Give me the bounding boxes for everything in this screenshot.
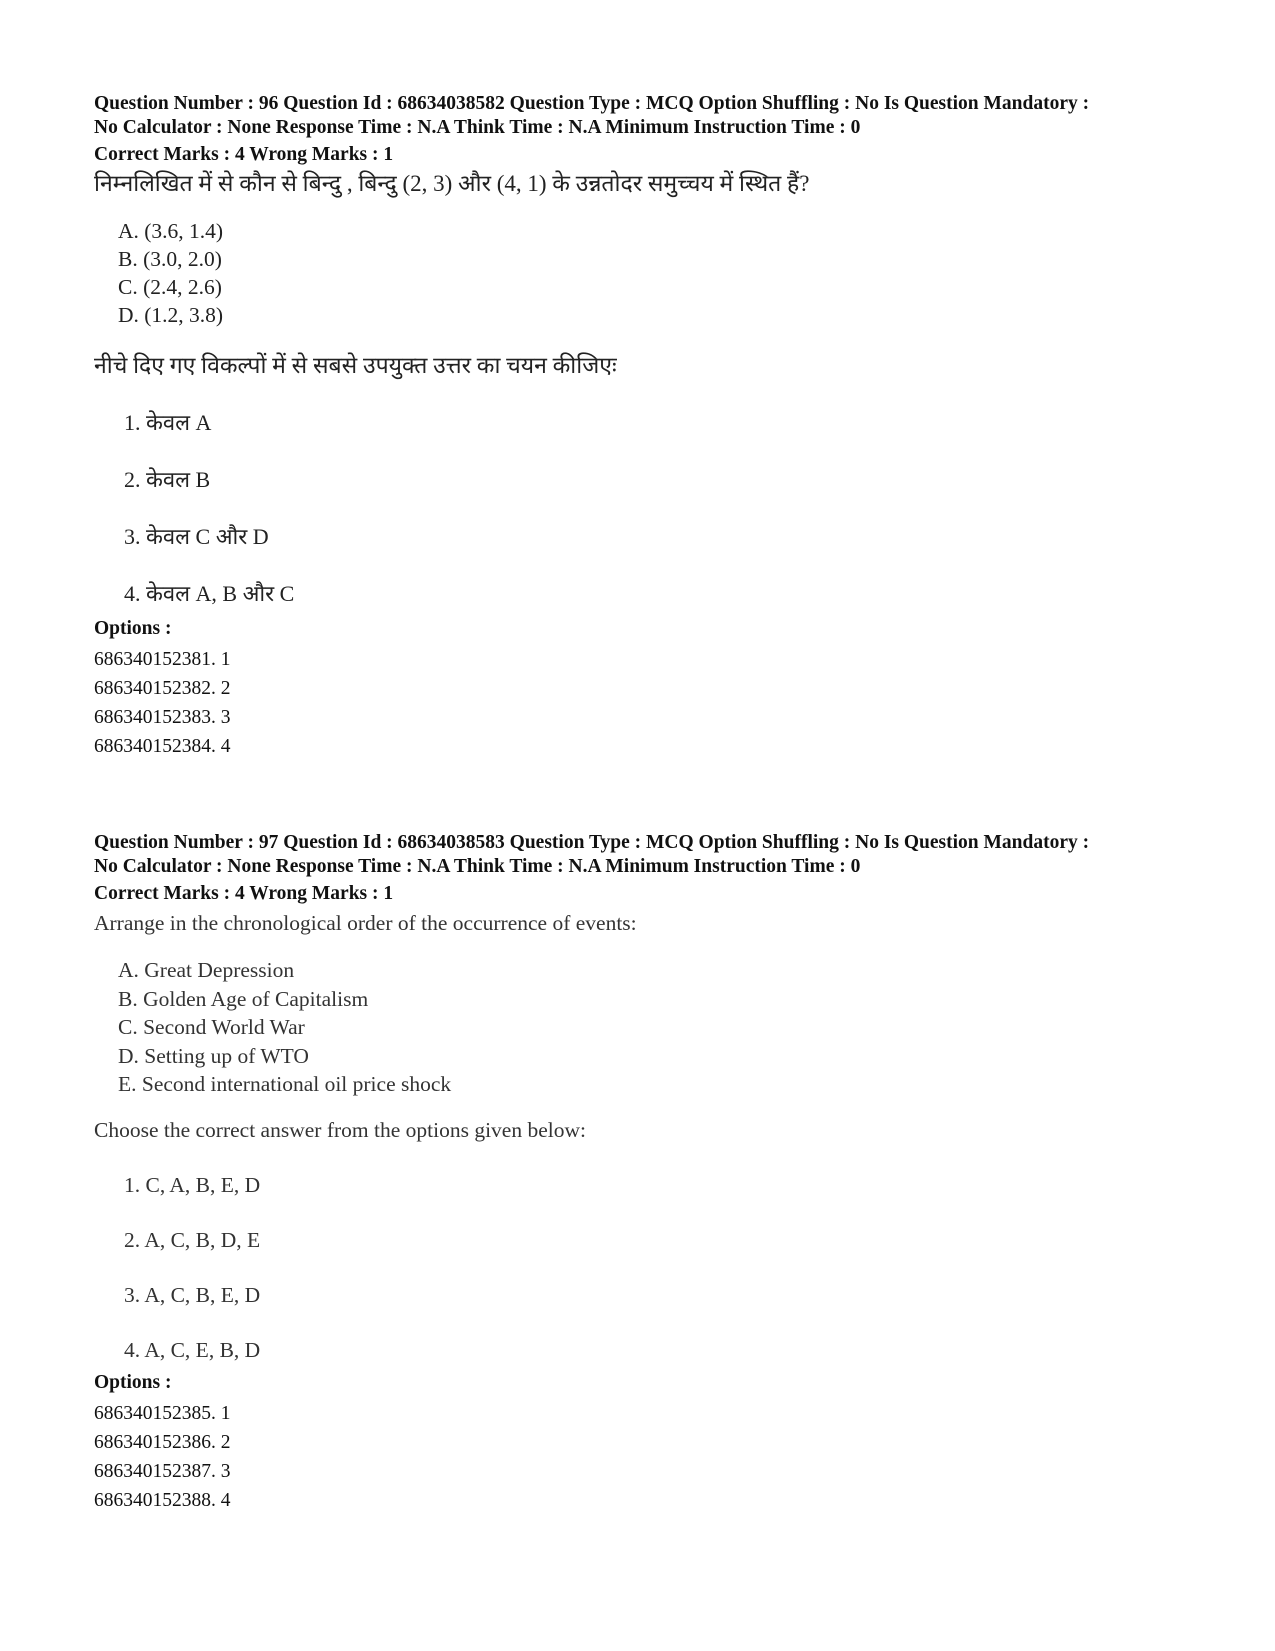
options-heading: Options : — [94, 618, 172, 639]
statement-item: D. Setting up of WTO — [118, 1043, 309, 1068]
option-id: 686340152388. 4 — [94, 1489, 231, 1511]
question-97 — [94, 831, 1194, 1515]
question-stem: निम्नलिखित में से कौन से बिन्दु , बिन्दु (2, 3) और (4, 1) के उन्नतोदर समुच्चय में स्थित हैं? — [94, 171, 810, 196]
answer-choice: 2. केवल B — [124, 467, 211, 492]
answer-choice: 3. A, C, B, E, D — [124, 1282, 261, 1307]
statement-item: C. (2.4, 2.6) — [118, 275, 222, 299]
statement-item: C. Second World War — [118, 1015, 305, 1039]
statement-item: B. Golden Age of Capitalism — [118, 986, 369, 1011]
statement-list — [118, 217, 1194, 329]
answer-choice: 2. A, C, B, D, E — [124, 1227, 261, 1252]
option-id: 686340152381. 1 — [94, 649, 231, 670]
statement-list — [118, 956, 1194, 1099]
statement-item: B. (3.0, 2.0) — [118, 247, 222, 271]
question-stem: Arrange in the chronological order of the occurrence of events: — [94, 911, 637, 935]
answer-instruction: नीचे दिए गए विकल्पों में से सबसे उपयुक्त उत्तर का चयन कीजिएः — [94, 353, 617, 378]
option-id: 686340152384. 4 — [94, 736, 231, 757]
question-meta-line-1: Question Number : 97 Question Id : 68634038583 Question Type : MCQ Option Shuffling : No Is Question Mandatory : — [94, 832, 1090, 853]
answer-choice: 3. केवल C और D — [124, 524, 269, 549]
statement-item: A. Great Depression — [118, 958, 295, 982]
answer-choice: 1. केवल A — [124, 410, 212, 435]
statement-item: A. (3.6, 1.4) — [118, 219, 224, 243]
option-id: 686340152385. 1 — [94, 1402, 231, 1424]
question-meta-line-2: No Calculator : None Response Time : N.A Think Time : N.A Minimum Instruction Time : 0 — [94, 117, 861, 138]
statement-item: D. (1.2, 3.8) — [118, 303, 224, 327]
answer-choice-list — [94, 1170, 1194, 1365]
question-marks: Correct Marks : 4 Wrong Marks : 1 — [94, 144, 394, 165]
option-id: 686340152386. 2 — [94, 1431, 231, 1453]
question-marks: Correct Marks : 4 Wrong Marks : 1 — [94, 883, 394, 904]
options-heading: Options : — [94, 1371, 172, 1393]
option-id-list — [94, 1399, 1194, 1515]
option-id-list — [94, 645, 1194, 761]
question-meta-line-2: No Calculator : None Response Time : N.A Think Time : N.A Minimum Instruction Time : 0 — [94, 856, 861, 877]
answer-instruction: Choose the correct answer from the options given below: — [94, 1117, 586, 1142]
answer-choice: 1. C, A, B, E, D — [124, 1172, 261, 1197]
question-meta-line-1: Question Number : 96 Question Id : 68634038582 Question Type : MCQ Option Shuffling : No Is Question Mandatory : — [94, 93, 1090, 114]
question-96 — [94, 92, 1194, 761]
option-id: 686340152382. 2 — [94, 678, 231, 699]
answer-choice: 4. केवल A, B और C — [124, 581, 295, 606]
answer-choice-list — [94, 408, 1194, 609]
option-id: 686340152387. 3 — [94, 1460, 231, 1482]
option-id: 686340152383. 3 — [94, 707, 231, 728]
statement-item: E. Second international oil price shock — [118, 1072, 452, 1096]
answer-choice: 4. A, C, E, B, D — [124, 1337, 261, 1362]
